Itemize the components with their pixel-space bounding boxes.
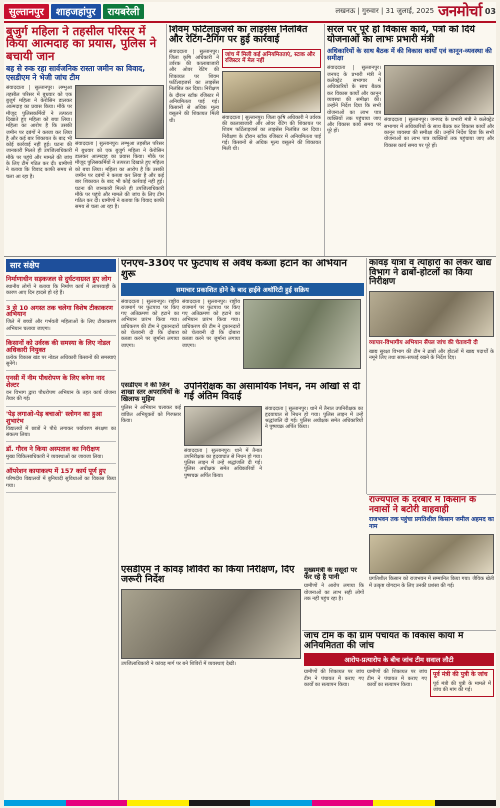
divider — [302, 630, 496, 631]
story-sdm — [121, 382, 181, 562]
story-food-headline: कांवड़ यात्रा व त्योहारों को लेकर खाद्य विभाग ने ढाबों-होटलों का किया निरीक्षण — [369, 259, 492, 288]
side-box — [430, 669, 494, 696]
brief-item — [6, 446, 116, 464]
brief-headline: ऑपरेशन कायाकल्प में 157 कार्य पूर्ण हुए — [6, 467, 106, 476]
story-kanwar-camp-headline: एसडीएम ने कांवड़ शिविरों का किया निरीक्षण, दिए जरूरी निर्देश — [121, 565, 295, 586]
story-sdm-headline: एसडीएम ने की जिन शाखा स्तर अपराधियों के खिलाफ मुहिम — [121, 382, 180, 404]
story-nh-headline: एनएच-330ए पर फुटपाथ से अवैध कब्जा हटाने का अभियान शुरू — [121, 259, 347, 280]
brief-text: विद्यालयों में छात्रों ने पौधे लगाकर पर्यावरण संरक्षण का संकल्प लिया। — [6, 425, 116, 438]
dateline: लखनऊ | गुरुवार | 31 जुलाई, 2025 — [335, 6, 435, 15]
brief-text: जिले में बच्चों और गर्भवती महिलाओं के लिए टीकाकरण अभियान चलाया जाएगा। — [6, 319, 116, 332]
story-panchayat-body-cont: ग्रामीणों की शिकायत पर जांच टीम ने पंचायत में कराए गए कार्यों का सत्यापन किया। — [367, 669, 427, 689]
story-kanwar-camp — [121, 565, 301, 799]
newspaper-page — [4, 2, 496, 806]
brief-headline: किसानों को उर्वरक की समस्या के लिए नोडल अधिकारी नियुक्त — [6, 338, 111, 354]
story-license-callout: जांच में मिली कई अनियमितताएं, स्टाक और रजिस्टर में मेल नहीं — [222, 49, 321, 68]
story-nh-band: समाचार प्रकाशित होने के बाद हाईवे अथॉरिटी हुई सक्रिय — [121, 283, 364, 296]
story-lead — [6, 25, 164, 253]
story-panchayat-band: आरोप-प्रत्यारोप के बीच जांच टीम सवाल लौटी — [304, 653, 494, 666]
divider — [367, 494, 496, 495]
brief-headline: निर्माणाधीन सड़कजल से दुर्घटनाग्रस्त हुए लोग — [6, 275, 112, 283]
story-minister-photo — [384, 65, 494, 115]
divider — [366, 258, 367, 494]
story-minister-body-cont: संवाददाता | सुल्तानपुर। जनपद के प्रभारी मंत्री ने कलेक्ट्रेट सभागार में अधिकारियों के साथ बैठक कर विकास कार्यों और कानून व्यवस्था की समीक्षा की। उन्होंने निर्देश दिया कि सभी योजनाओं का लाभ पात्र व्यक्तियों तक पहुंचाया जाए और विकास कार्य समय पर पूरे हों। — [384, 117, 494, 149]
brief-item — [6, 305, 116, 336]
story-minister — [327, 25, 494, 253]
story-kanwar-camp-photo — [121, 589, 301, 659]
story-panchayat-headline: जांच टीम के की ग्राम पंचायत के विकास कार्यों में अनियमितता की जांच — [304, 632, 464, 651]
story-nh-body-cont: संवाददाता | सुल्तानपुर। राष्ट्रीय राजमार्ग पर फुटपाथ पर किए गए अतिक्रमण को हटाने का अभियान प्रारंभ किया गया। प्राधिकरण की टीम ने दुकानदारों को चेतावनी दी कि दोबारा कब्जा करने पर जुर्माना लगाया जाएगा। — [182, 298, 240, 349]
divider — [166, 24, 167, 256]
masthead — [4, 2, 496, 20]
side-box-text: पूर्व मंत्री की पुत्री के मामले में जांच की मांग की गई। — [433, 680, 491, 694]
divider — [4, 256, 496, 257]
story-license-headline: शिवम फर्टिलाइजर्स का लाइसेंस निलंबित और रेटिंग-टैगिंग पर हुई कार्रवाई — [169, 25, 308, 46]
story-lead-body-cont: संवाददाता | सुल्तानपुर। लम्भुआ तहसील परिसर में बुधवार को एक बुजुर्ग महिला ने केरोसिन डालकर आत्मदाह का प्रयास किया। मौके पर मौजूद पुलिसकर्मियों ने तत्परता दिखाते हुए महिला को बचा लिया। महिला का आरोप है कि उसकी जमीन पर दबंगों ने कब्जा कर लिया है और कई बार शिकायत के बाद भी कोई कार्रवाई नहीं हुई। घटना की जानकारी मिलते ही उपजिलाधिकारी मौके पर पहुंचे और मामले की जांच के लिए टीम गठित कर दी। ग्रामीणों ने बताया कि विवाद काफी समय से चला आ रहा है। — [75, 141, 164, 211]
story-lead-body: संवाददाता | सुल्तानपुर। लम्भुआ तहसील परिसर में बुधवार को एक बुजुर्ग महिला ने केरोसिन डालकर आत्मदाह का प्रयास किया। मौके पर मौजूद पुलिसकर्मियों ने तत्परता दिखाते हुए महिला को बचा लिया। महिला का आरोप है कि उसकी जमीन पर दबंगों ने कब्जा कर लिया है और कई बार शिकायत के बाद भी कोई कार्रवाई नहीं हुई। घटना की जानकारी मिलते ही उपजिलाधिकारी मौके पर पहुंचे और मामले की जांच के लिए टीम गठित कर दी। ग्रामीणों ने बताया कि विवाद काफी समय से चला आ रहा है। — [6, 85, 72, 180]
story-nh — [121, 259, 364, 379]
brief-headline: एनसी में नीम पौधरोपण के लिए बनेगा नाद शेल्टर — [6, 374, 105, 390]
brief-item — [6, 375, 116, 406]
brief-text: परिषदीय विद्यालयों में बुनियादी सुविधाओं का विकास किया गया। — [6, 476, 116, 489]
brief-item — [6, 340, 116, 371]
story-minister-body: संवाददाता | सुल्तानपुर। जनपद के प्रभारी मंत्री ने कलेक्ट्रेट सभागार में अधिकारियों के साथ बैठक कर विकास कार्यों और कानून व्यवस्था की समीक्षा की। उन्होंने निर्देश दिया कि सभी योजनाओं का लाभ पात्र व्यक्तियों तक पहुंचाया जाए और विकास कार्य समय पर पूरे हों। — [327, 65, 381, 135]
divider — [324, 24, 325, 256]
city-tag-shahjahanpur: शाहजहांपुर — [51, 4, 101, 19]
brand-logo: जनमोर्चा — [438, 2, 482, 20]
side-box-headline: पूर्व मंत्री की पुत्री के जांच — [433, 671, 488, 679]
brief-headline: डॉ. गौरव ने किया अस्पताल का निरीक्षण — [6, 445, 100, 454]
brief-text: वन विभाग द्वारा पौधरोपण अभियान के तहत कार्य योजना तैयार की गई। — [6, 390, 116, 403]
page-number: 03 — [484, 6, 496, 16]
brief-column — [6, 259, 116, 799]
brief-item — [6, 468, 116, 493]
brief-item — [6, 411, 116, 442]
brief-headline: 3 से 10 अगस्त तक चलेगा विशेष टीकाकरण अभियान — [6, 303, 113, 319]
story-nh-body: संवाददाता | सुल्तानपुर। राष्ट्रीय राजमार्ग पर फुटपाथ पर किए गए अतिक्रमण को हटाने का अभियान प्रारंभ किया गया। प्राधिकरण की टीम ने दुकानदारों को चेतावनी दी कि दोबारा कब्जा करने पर जुर्माना लगाया जाएगा। — [121, 298, 179, 349]
story-license — [169, 25, 321, 253]
city-tag-raebareli: रायबरेली — [103, 4, 145, 19]
story-lead-headline: बुजुर्ग महिला ने तहसील परिसर में किया आत्मदाह का प्रयास, पुलिस ने बचायी जान — [6, 25, 157, 63]
brief-text: प्रत्येक विकास खंड पर नोडल अधिकारी किसानों की समस्याएं सुनेंगे। — [6, 354, 116, 368]
story-license-body: संवाददाता | सुल्तानपुर। जिला कृषि अधिकारी ने उर्वरक की कालाबाजारी और ओवर रेटिंग की शिकायत पर शिवम फर्टिलाइजर्स का लाइसेंस निलंबित कर दिया। निरीक्षण के दौरान स्टॉक रजिस्टर में अनियमितता पाई गई। किसानों से अधिक मूल्य वसूलने की शिकायत मिली थी। — [169, 48, 219, 124]
story-panchayat — [304, 632, 494, 800]
story-obituary-body-cont: संवाददाता | सुल्तानपुर। थाने में तैनात उपनिरीक्षक का हृदयाघात से निधन हो गया। पुलिस लाइन में उन्हें श्रद्धांजलि दी गई। पुलिस अधीक्षक समेत अधिकारियों ने पुष्पचक्र अर्पित किया। — [265, 405, 363, 431]
story-minister-headline: सरल पर पूरे हों विकास कार्य, पत्रों को दिये योजनाओं का लाभः प्रभारी मंत्री — [327, 25, 475, 46]
story-lead-subhead: बह से रुक रहा सार्वजनिक रास्ता जमीन का विवाद, एसडीएम ने भेजी जांच टीम — [6, 64, 146, 82]
brief-headline: 'पेड़ लगाओ-पेड़ बचाओ' स्लोगन का हुआ शुभारंभ — [6, 409, 102, 425]
story-obituary-headline: उपनिरीक्षक का असामयिक निधन, नम आँखों से दी गई अंतिम विदाई — [184, 382, 361, 403]
brief-text: मुख्य चिकित्साधिकारी ने व्यवस्थाओं का जायजा लिया। — [6, 454, 104, 461]
story-panchayat-body: ग्रामीणों की शिकायत पर जांच टीम ने पंचायत में कराए गए कार्यों का सत्यापन किया। — [304, 669, 364, 689]
brief-item — [6, 276, 116, 301]
brief-text: स्थानीय लोगों ने बताया कि निर्माण कार्य में लापरवाही के कारण आए दिन हादसे हो रहे हैं। — [6, 283, 116, 297]
story-sdm-body: पुलिस ने अभियान चलाकर कई वांछित अभियुक्तों को गिरफ्तार किया। — [121, 405, 181, 424]
story-obituary-photo — [184, 406, 262, 446]
story-nh-photo — [243, 299, 361, 369]
story-governor-photo — [369, 534, 494, 574]
story-cm-headline: मुख्यमंत्री के मसूदों पर फेर रहे है पानी — [304, 567, 357, 582]
story-governor-subhead: राजभवन तक पहुंचा प्रगतिशील किसान जमील अहमद का नाम — [369, 516, 494, 531]
story-governor — [369, 496, 494, 628]
story-governor-body: प्रगतिशील किसान को राजभवन में सम्मानित किया गया। जैविक खेती में उत्कृष्ट योगदान के लिए उनकी प्रशंसा की गई। — [369, 576, 494, 589]
story-obituary — [184, 382, 364, 562]
section-label: सार संक्षेप — [6, 259, 116, 272]
story-food-photo — [369, 291, 494, 337]
story-license-photo — [222, 71, 321, 113]
divider — [118, 258, 119, 800]
story-food-callout: व्यापार-विभागीय अभियान सैंपल जांच की चेतावनी दी — [369, 340, 478, 347]
city-tag-sultanpur: सुल्तानपुर — [4, 4, 49, 19]
print-color-bar — [4, 800, 496, 806]
story-food — [369, 259, 494, 489]
story-minister-subhead: अधिकारियों के साथ बैठक में की विकास कार्यों एवं कानून-व्यवस्था की समीक्षा — [327, 46, 492, 62]
story-cm-body: ग्रामीणों ने आरोप लगाया कि योजनाओं का लाभ सही लोगों तक नहीं पहुंच रहा है। — [304, 583, 364, 602]
story-governor-headline: राज्यपाल के दरबार में किसान के नवासों ने बटोरी वाहवाही — [369, 496, 477, 515]
story-kanwar-camp-body: उपजिलाधिकारी ने कांवड़ मार्ग पर बने शिविरों में व्यवस्थाएं देखीं। — [121, 660, 236, 667]
story-food-body: खाद्य सुरक्षा विभाग की टीम ने ढाबों और होटलों में खाद्य पदार्थों के नमूने लिए तथा साफ-सफाई रखने के निर्देश दिए। — [369, 348, 494, 362]
story-lead-photo — [75, 85, 164, 139]
story-license-body-cont: संवाददाता | सुल्तानपुर। जिला कृषि अधिकारी ने उर्वरक की कालाबाजारी और ओवर रेटिंग की शिकायत पर शिवम फर्टिलाइजर्स का लाइसेंस निलंबित कर दिया। निरीक्षण के दौरान स्टॉक रजिस्टर में अनियमितता पाई गई। किसानों से अधिक मूल्य वसूलने की शिकायत मिली थी। — [222, 114, 321, 153]
story-obituary-body: संवाददाता | सुल्तानपुर। थाने में तैनात उपनिरीक्षक का हृदयाघात से निधन हो गया। पुलिस लाइन में उन्हें श्रद्धांजलि दी गई। पुलिस अधीक्षक समेत अधिकारियों ने पुष्पचक्र अर्पित किया। — [184, 447, 262, 479]
masthead-rule — [4, 21, 496, 23]
